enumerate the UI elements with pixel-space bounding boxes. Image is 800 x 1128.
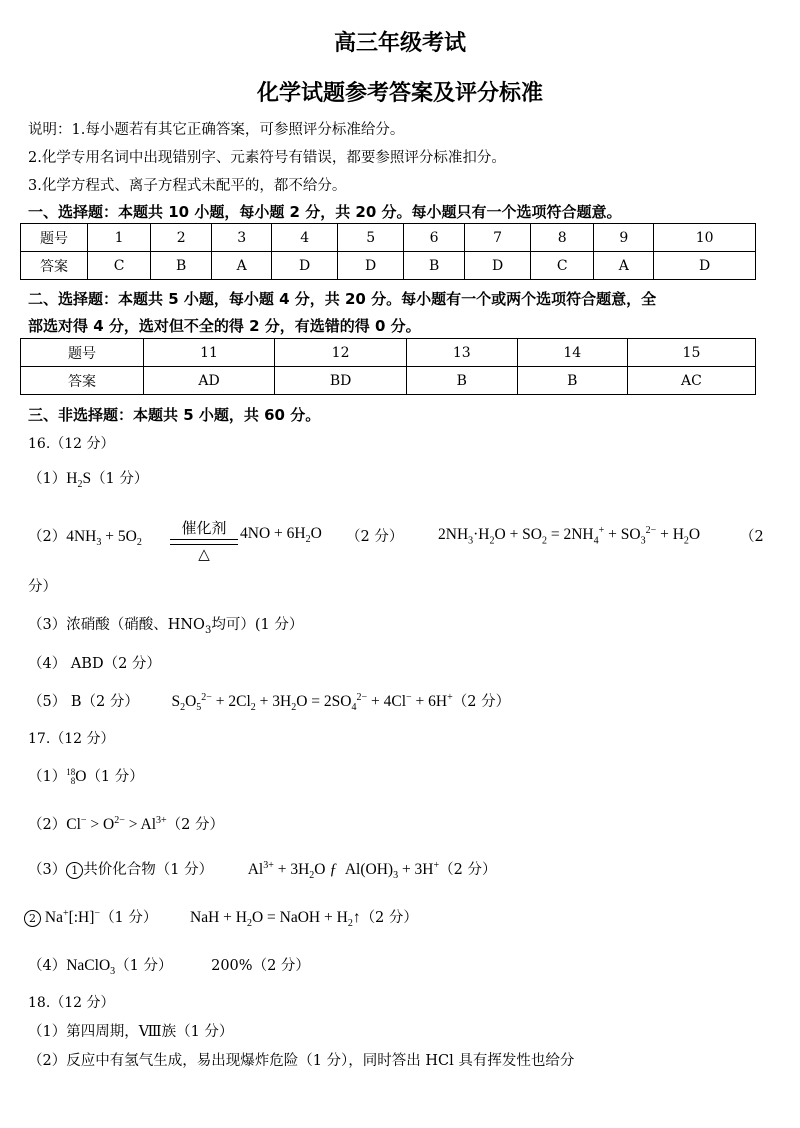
hydrolysis-equation: $Al^{3+} + 3H_2O$ ƒ $Al(OH)_3 + 3H^+$ (247, 859, 440, 882)
q17-part-3 (28, 858, 496, 881)
score-text: （2 分） (360, 910, 418, 926)
table-cell: 2 (151, 224, 212, 252)
equation-lhs: $4NH_3 + 5O_2$ (66, 528, 142, 549)
table-cell: D (272, 252, 338, 280)
table-cell: 题号 (21, 224, 88, 252)
q17-part-2 (28, 813, 224, 834)
table-row (21, 367, 756, 395)
table-cell: 14 (517, 339, 627, 367)
table-cell: 答案 (21, 252, 88, 280)
note-2: 2.化学专用名词中出现错别字、元素符号有错误，都要参照评分标准扣分。 (28, 150, 506, 166)
note-1: 说明：1.每小题若有其它正确答案，可参照评分标准给分。 (28, 122, 405, 138)
section-2-heading-line-2: 部选对得 4 分，选对但不全的得 2 分，有选错的得 0 分。 (28, 317, 421, 335)
section-3-heading: 三、非选择题：本题共 5 小题，共 60 分。 (28, 406, 321, 424)
score-text: （1 分） (115, 958, 173, 974)
section-1-answer-table (20, 223, 756, 280)
table-cell: BD (275, 367, 407, 395)
table-cell: B (407, 367, 517, 395)
q17-part-4 (28, 954, 310, 977)
note-3: 3.化学方程式、离子方程式未配平的，都不给分。 (28, 178, 347, 194)
part-number: （2） (28, 529, 67, 545)
q17-part-3b (24, 906, 418, 929)
part-number: （4） (28, 958, 67, 974)
table-cell: 13 (407, 339, 517, 367)
part-number: （5） B（2 分） (28, 694, 139, 710)
section-2-heading-line-1: 二、选择题：本题共 5 小题，每小题 4 分，共 20 分。每小题有一个或两个选项符合题意，全 (28, 290, 657, 308)
table-cell: AD (144, 367, 275, 395)
part-number: （1） (28, 471, 67, 487)
q17-label: 17.（12 分） (28, 731, 115, 747)
table-cell: 12 (275, 339, 407, 367)
score-text: （2 分） (452, 694, 511, 710)
q16-part-2-cont: 分） (28, 579, 57, 595)
score-text: （2 分） (439, 862, 497, 878)
table-cell: A (594, 252, 654, 280)
q18-label: 18.（12 分） (28, 995, 115, 1011)
nah-water-equation: NaH + $H_2O$ = NaOH + $H_2↑$ (190, 909, 361, 930)
table-cell: 8 (531, 224, 594, 252)
electron-formula-nah: Na+[:H]− (41, 907, 101, 926)
table-row (21, 339, 756, 367)
ion-radius-order: $Cl^- > O^{2-} > Al^{3+}$ (66, 814, 167, 833)
isotope-o18: 18 8O (66, 767, 87, 787)
q17-part-1 (28, 765, 144, 786)
table-cell: 9 (594, 224, 654, 252)
table-row (21, 252, 756, 280)
table-cell: A (212, 252, 272, 280)
q16-part-3: （3）浓硝酸（硝酸、$HNO_3$均可）(1 分） (28, 617, 304, 636)
part-number: （1） (28, 769, 67, 785)
score-text: （1 分） (86, 769, 144, 785)
q18-part-2: （2）反应中有氢气生成，易出现爆炸危险（1 分），同时答出 HCl 具有挥发性也给分 (28, 1053, 575, 1069)
table-cell: 11 (144, 339, 275, 367)
score-text: （2 分） (166, 817, 224, 833)
section-1-heading: 一、选择题：本题共 10 小题，每小题 2 分，共 20 分。每小题只有一个选项符合题意。 (28, 203, 622, 221)
part-text: （3）浓硝酸（硝酸、HNO (28, 617, 205, 633)
score-text: （2 (740, 529, 764, 545)
formula-h2s: $H_2S$ (66, 470, 92, 491)
table-cell: D (654, 252, 756, 280)
q16-label: 16.（12 分） (28, 436, 115, 452)
table-cell: D (465, 252, 531, 280)
section-2-answer-table (20, 338, 756, 395)
catalyst-label: 催化剂 (181, 519, 227, 537)
table-cell: C (88, 252, 151, 280)
page-subtitle: 化学试题参考答案及评分标准 (256, 81, 543, 106)
table-cell: 15 (627, 339, 755, 367)
table-cell: 答案 (21, 367, 144, 395)
equation: $S_2O_5^{2-} + 2Cl_2 + 3H_2O = 2SO_4^{2-} + 4Cl^- + 6H^+$ (171, 691, 453, 714)
table-cell: D (338, 252, 404, 280)
table-cell: C (531, 252, 594, 280)
part-text: 共价化合物（1 分） (83, 862, 214, 878)
part-number: （3） (28, 862, 67, 878)
score-text: （1 分） (91, 471, 149, 487)
percentage-answer: 200%（2 分） (211, 958, 310, 974)
table-row (21, 224, 756, 252)
table-cell: 4 (272, 224, 338, 252)
formula-naclo3: NaClO$_3$ (66, 957, 116, 978)
score-text: （1 分） (100, 910, 158, 926)
q16-part-2 (28, 519, 788, 563)
table-cell: 6 (404, 224, 465, 252)
table-cell: 7 (465, 224, 531, 252)
part-text-tail: 均可）(1 分） (211, 617, 304, 633)
table-cell: AC (627, 367, 755, 395)
table-cell: 1 (88, 224, 151, 252)
table-cell: 3 (212, 224, 272, 252)
circled-two-marker: 2 (24, 910, 41, 927)
q16-part-1 (28, 467, 148, 490)
equation-2: $2NH_3\cdot H_2O + SO_2 = 2NH_4^+ + SO_3^{2-} + H_2O$ (438, 525, 701, 547)
score-text: （2 分） (346, 529, 404, 545)
part-number: （2） (28, 817, 67, 833)
table-cell: 题号 (21, 339, 144, 367)
page-title: 高三年级考试 (333, 31, 466, 56)
heat-symbol: △ (198, 545, 210, 563)
table-cell: B (151, 252, 212, 280)
q18-part-1: （1）第四周期，Ⅷ族（1 分） (28, 1024, 234, 1040)
q16-part-5 (28, 690, 510, 713)
table-cell: B (404, 252, 465, 280)
table-cell: 5 (338, 224, 404, 252)
q16-part-4: （4） ABD（2 分） (28, 656, 161, 672)
table-cell: 10 (654, 224, 756, 252)
equation-rhs: $4NO + 6H_2O$ (240, 525, 322, 546)
circled-one-marker: 1 (66, 862, 83, 879)
table-cell: B (517, 367, 627, 395)
